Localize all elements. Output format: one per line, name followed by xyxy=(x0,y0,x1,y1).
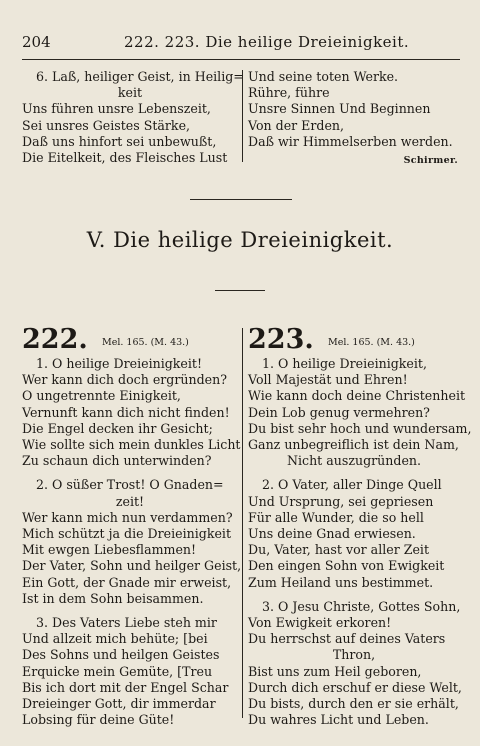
verse-line: Mit ewgen Liebesflammen! xyxy=(22,542,197,558)
hymn-222-header xyxy=(22,324,238,355)
verse-line: Daß wir Himmelserben werden. xyxy=(248,133,453,149)
stanza-gap xyxy=(22,607,238,615)
header-rule xyxy=(22,59,460,60)
verse-line: 1. O heilige Dreieinigkeit! xyxy=(36,356,203,371)
verse-line: Unsre Sinnen Und Beginnen xyxy=(248,101,431,117)
verse-line: Bist uns zum Heil geboren, xyxy=(248,663,422,679)
verse-line: Lobsing für deine Güte! xyxy=(22,712,175,728)
verse-line: Ganz unbegreiflich ist dein Nam, xyxy=(248,437,459,453)
verse-line: Du bist sehr hoch und wundersam, xyxy=(248,420,472,436)
verse-line: 1. O heilige Dreieinigkeit, xyxy=(262,356,427,371)
verse-line: Des Sohns und heilgen Geistes xyxy=(22,647,220,663)
verse-line: Du herrschst auf deines Vaters xyxy=(248,631,446,647)
verse-line: Daß uns hinfort sei unbewußt, xyxy=(22,133,217,149)
verse-line: zeit! xyxy=(115,493,145,509)
verse-line: 3. Des Vaters Liebe steh mir xyxy=(36,615,217,631)
page-header xyxy=(22,33,460,55)
verse-line: Voll Majestät und Ehren! xyxy=(248,372,408,388)
verse-line: Bis ich dort mit der Engel Schar xyxy=(22,679,229,695)
verse-line: Uns deine Gnad erwiesen. xyxy=(248,526,416,542)
verse-line: Wer kann mich nun verdammen? xyxy=(22,509,233,525)
verse-line: Der Vater, Sohn und heilger Geist, xyxy=(22,558,242,574)
page-number: 204 xyxy=(22,33,51,51)
verse-line: Wie kann doch deine Christenheit xyxy=(248,388,466,404)
verse-line: 2. O süßer Trost! O Gnaden= xyxy=(36,477,224,493)
melody-reference: Mel. 165. (M. 43.) xyxy=(102,337,189,348)
verse-line: Die Engel decken ihr Gesicht; xyxy=(22,420,213,436)
verse-line: Erquicke mein Gemüte, [Treu xyxy=(22,663,213,679)
verse-line: Wie sollte sich mein dunkles Licht xyxy=(22,437,241,453)
verse-line: Ein Gott, der Gnade mir erweist, xyxy=(22,574,232,590)
verse-line: Für alle Wunder, die so hell xyxy=(248,509,424,525)
melody-reference: Mel. 165. (M. 43.) xyxy=(328,337,415,348)
verse-line: 2. O Vater, aller Dinge Quell xyxy=(262,477,442,493)
section-rule-top xyxy=(190,199,292,200)
verse-line: Durch dich erschuf er diese Welt, xyxy=(248,679,462,695)
stanza-gap xyxy=(22,469,238,477)
stanza-gap xyxy=(248,591,460,599)
hymn-number: 222. xyxy=(22,324,88,355)
hymn-223-header xyxy=(248,324,460,355)
verse-line: Wer kann dich doch ergründen? xyxy=(22,372,227,388)
verse-line: Uns führen unsre Lebenszeit, xyxy=(22,101,211,117)
verse-line: Ist in dem Sohn beisammen. xyxy=(22,590,204,606)
verse-line: keit xyxy=(117,85,143,101)
prev-hymn-left-column xyxy=(22,69,244,166)
verse-line: Von der Erden, xyxy=(248,117,345,133)
hymn-222-text xyxy=(22,356,242,728)
running-title: 222. 223. Die heilige Dreieinigkeit. xyxy=(124,33,410,51)
verse-line: Dein Lob genug vermehren? xyxy=(248,404,430,420)
verse-line: O ungetrennte Einigkeit, xyxy=(22,388,181,404)
hymn-223-text xyxy=(248,356,472,728)
verse-line: Und Ursprung, sei gepriesen xyxy=(248,493,434,509)
verse-line: Du wahres Licht und Leben. xyxy=(248,712,429,728)
hymn-number: 223. xyxy=(248,324,314,355)
column-divider xyxy=(242,70,243,162)
verse-line: Sei unsres Geistes Stärke, xyxy=(22,117,191,133)
verse-line: Dreieinger Gott, dir immerdar xyxy=(22,696,216,712)
verse-line: Und allzeit mich behüte; [bei xyxy=(22,631,208,647)
verse-line: Thron, xyxy=(332,647,376,663)
verse-line: Die Eitelkeit, des Fleisches Lust xyxy=(22,150,228,166)
verse-line: 6. Laß, heiliger Geist, in Heilig= xyxy=(36,69,244,84)
stanza-gap xyxy=(248,469,460,477)
verse-line: Nicht auszugründen. xyxy=(286,453,422,469)
verse-line: Rühre, führe xyxy=(248,85,330,101)
verse-line: Zu schaun dich unterwinden? xyxy=(22,453,212,469)
verse-line: Du, Vater, hast vor aller Zeit xyxy=(248,542,430,558)
prev-hymn-right-column xyxy=(248,69,458,169)
verse-line: Und seine toten Werke. xyxy=(248,69,399,84)
verse-line: Den eingen Sohn von Ewigkeit xyxy=(248,558,445,574)
author-credit: Schirmer. xyxy=(403,155,458,167)
verse-line: Von Ewigkeit erkoren! xyxy=(248,615,392,631)
section-title: V. Die heilige Dreieinigkeit. xyxy=(86,228,394,252)
verse-line: Du bists, durch den er sie erhält, xyxy=(248,696,459,712)
verse-line: Zum Heiland uns bestimmet. xyxy=(248,574,434,590)
verse-line: Vernunft kann dich nicht finden! xyxy=(22,404,230,420)
verse-line: Mich schützt ja die Dreieinigkeit xyxy=(22,526,232,542)
section-rule-bottom xyxy=(215,290,265,291)
verse-line: 3. O Jesu Christe, Gottes Sohn, xyxy=(262,598,461,614)
column-divider xyxy=(242,328,243,718)
